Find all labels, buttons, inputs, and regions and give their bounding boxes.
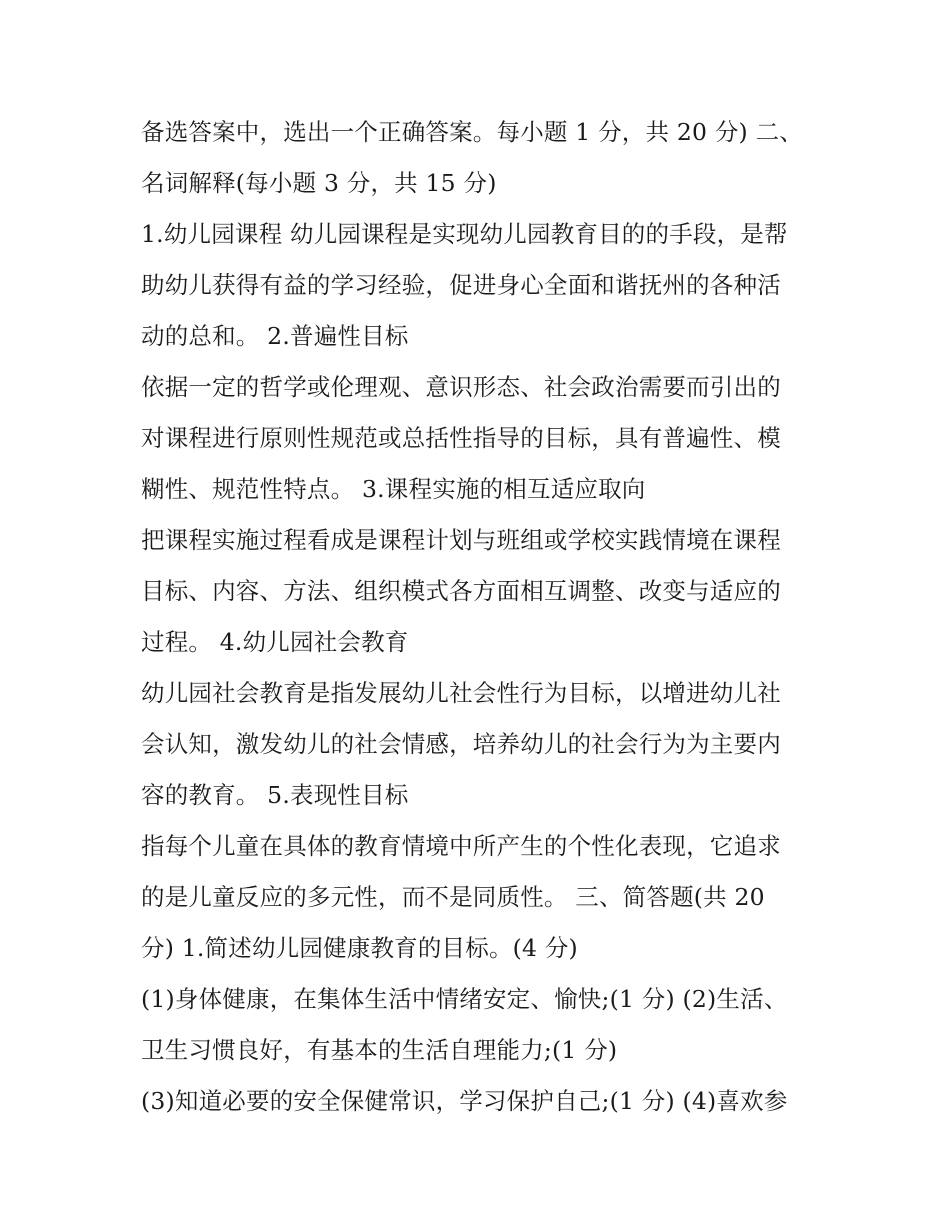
text-line: 指每个儿童在具体的教育情境中所产生的个性化表现，它追求 bbox=[141, 832, 781, 860]
text-line: 幼儿园社会教育是指发展幼儿社会性行为目标，以增进幼儿社 bbox=[141, 679, 781, 707]
text-line: 备选答案中，选出一个正确答案。每小题 1 分，共 20 分) 二、 bbox=[141, 118, 803, 146]
text-line: 过程。 4.幼儿园社会教育 bbox=[141, 628, 409, 656]
text-line: 的是儿童反应的多元性，而不是同质性。 三、简答题(共 20 bbox=[141, 883, 765, 911]
text-line: 会认知，激发幼儿的社会情感，培养幼儿的社会行为为主要内 bbox=[141, 730, 781, 758]
text-line: 对课程进行原则性规范或总括性指导的目标，具有普遍性、模 bbox=[141, 424, 781, 452]
document-body bbox=[141, 107, 821, 1127]
text-line: 分) 1.简述幼儿园健康教育的目标。(4 分) bbox=[141, 934, 578, 962]
text-line: 名词解释(每小题 3 分，共 15 分) bbox=[141, 169, 497, 197]
text-line: 助幼儿获得有益的学习经验，促进身心全面和谐抚州的各种活 bbox=[141, 271, 781, 299]
text-line: 1.幼儿园课程 幼儿园课程是实现幼儿园教育目的的手段，是帮 bbox=[141, 220, 788, 248]
text-line: 卫生习惯良好，有基本的生活自理能力;(1 分) bbox=[141, 1036, 618, 1064]
text-line: 目标、内容、方法、组织模式各方面相互调整、改变与适应的 bbox=[141, 577, 781, 605]
text-line: (3)知道必要的安全保健常识，学习保护自己;(1 分) (4)喜欢参 bbox=[141, 1087, 788, 1115]
text-line: 动的总和。 2.普遍性目标 bbox=[141, 322, 409, 350]
text-line: 容的教育。 5.表现性目标 bbox=[141, 781, 409, 809]
text-line: 把课程实施过程看成是课程计划与班组或学校实践情境在课程 bbox=[141, 526, 781, 554]
text-line: (1)身体健康，在集体生活中情绪安定、愉快;(1 分) (2)生活、 bbox=[141, 985, 788, 1013]
text-line: 糊性、规范性特点。 3.课程实施的相互适应取向 bbox=[141, 475, 646, 503]
text-line: 依据一定的哲学或伦理观、意识形态、社会政治需要而引出的 bbox=[141, 373, 781, 401]
